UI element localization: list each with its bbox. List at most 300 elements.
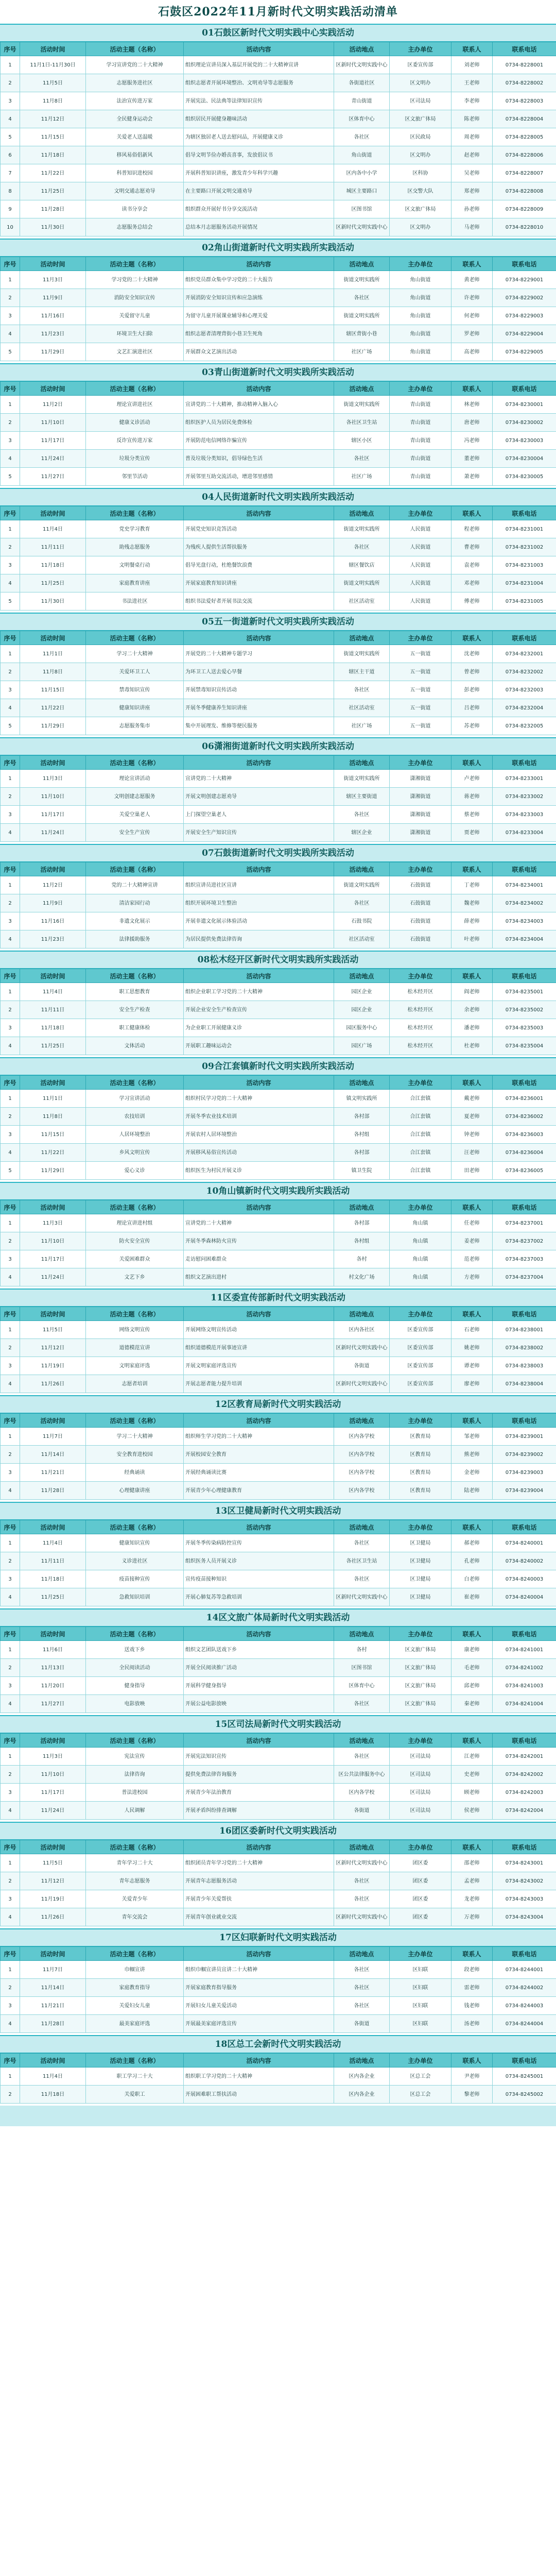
contact-phone: 0734-8234001 bbox=[493, 876, 556, 894]
column-header: 活动主题（名称） bbox=[86, 631, 184, 645]
contact-phone: 0734-8228009 bbox=[493, 200, 556, 218]
contact-phone: 0734-8236005 bbox=[493, 1162, 556, 1180]
table-row bbox=[1, 1641, 556, 1659]
host-unit: 人民街道 bbox=[390, 538, 451, 556]
row-number: 3 bbox=[1, 1250, 20, 1268]
row-number: 1 bbox=[1, 271, 20, 289]
host-unit: 区文旅广体局 bbox=[390, 1659, 451, 1677]
host-unit: 人民街道 bbox=[390, 592, 451, 611]
contact-phone: 0734-8235002 bbox=[493, 1001, 556, 1019]
section-10 bbox=[0, 1182, 556, 1286]
column-header: 联系人 bbox=[451, 969, 493, 983]
activity-time: 11月16日 bbox=[20, 307, 86, 325]
activity-theme: 家庭教育讲座 bbox=[86, 574, 184, 592]
row-number: 3 bbox=[1, 1890, 20, 1908]
activity-time: 11月22日 bbox=[20, 164, 86, 182]
section-title: 09合江套镇新时代文明实践所实践活动 bbox=[0, 1057, 556, 1075]
host-unit: 合江套镇 bbox=[390, 1144, 451, 1162]
activity-theme: 疫苗接种宣传 bbox=[86, 1570, 184, 1588]
activity-theme: 经典诵读 bbox=[86, 1464, 184, 1482]
contact-person: 田老师 bbox=[451, 1162, 493, 1180]
contact-phone: 0734-8235003 bbox=[493, 1019, 556, 1037]
host-unit: 石鼓街道 bbox=[390, 930, 451, 948]
column-header: 活动地点 bbox=[334, 2054, 390, 2067]
section-5 bbox=[0, 613, 556, 735]
host-unit: 石鼓街道 bbox=[390, 876, 451, 894]
activity-theme: 邻里节活动 bbox=[86, 468, 184, 486]
contact-person: 钟老师 bbox=[451, 1126, 493, 1144]
activity-time: 11月1日 bbox=[20, 1090, 86, 1108]
activity-content: 开展企业安全生产检查宣传 bbox=[184, 1001, 334, 1019]
activity-place: 城区主要路口 bbox=[334, 182, 390, 200]
contact-person: 高老师 bbox=[451, 343, 493, 361]
activity-place: 区图书馆 bbox=[334, 200, 390, 218]
activity-place: 辖区小区 bbox=[334, 432, 390, 450]
host-unit: 五一街道 bbox=[390, 645, 451, 663]
contact-phone: 0734-8234002 bbox=[493, 894, 556, 912]
column-header: 主办单位 bbox=[390, 1200, 451, 1214]
row-number: 3 bbox=[1, 1464, 20, 1482]
contact-person: 冯老师 bbox=[451, 432, 493, 450]
activity-table bbox=[0, 969, 556, 1055]
activity-place: 区体育中心 bbox=[334, 1677, 390, 1695]
activity-time: 11月25日 bbox=[20, 1588, 86, 1606]
column-header: 活动时间 bbox=[20, 1520, 86, 1534]
activity-content: 组织医务人员开展义诊 bbox=[184, 1552, 334, 1570]
contact-phone: 0734-8229005 bbox=[493, 343, 556, 361]
column-header: 活动时间 bbox=[20, 1627, 86, 1641]
activity-theme: 学习二十大精神 bbox=[86, 1428, 184, 1446]
column-header: 活动地点 bbox=[334, 382, 390, 396]
contact-person: 雷老师 bbox=[451, 1979, 493, 1997]
activity-content: 组织道德模范开展事迹宣讲 bbox=[184, 1339, 334, 1357]
table-row bbox=[1, 2067, 556, 2086]
contact-person: 阎老师 bbox=[451, 983, 493, 1001]
activity-time: 11月7日 bbox=[20, 1961, 86, 1979]
column-header: 活动时间 bbox=[20, 862, 86, 876]
activity-time: 11月4日 bbox=[20, 2067, 86, 2086]
activity-theme: 志愿服务进社区 bbox=[86, 74, 184, 92]
activity-theme: 消防安全知识宣传 bbox=[86, 289, 184, 307]
column-header: 联系电话 bbox=[493, 1200, 556, 1214]
activity-place: 区公共法律服务中心 bbox=[334, 1766, 390, 1784]
activity-time: 11月29日 bbox=[20, 1162, 86, 1180]
column-header: 主办单位 bbox=[390, 2054, 451, 2067]
table-row bbox=[1, 432, 556, 450]
host-unit: 区委宣传部 bbox=[390, 1321, 451, 1339]
activity-time: 11月3日 bbox=[20, 1214, 86, 1232]
row-number: 3 bbox=[1, 1997, 20, 2015]
column-header: 活动主题（名称） bbox=[86, 1947, 184, 1961]
activity-theme: 法律援助服务 bbox=[86, 930, 184, 948]
activity-theme: 农技培训 bbox=[86, 1108, 184, 1126]
column-header: 活动主题（名称） bbox=[86, 756, 184, 770]
contact-phone: 0734-8237004 bbox=[493, 1268, 556, 1286]
activity-content: 组织企业职工学习党的二十大精神 bbox=[184, 983, 334, 1001]
host-unit: 区司法局 bbox=[390, 1784, 451, 1802]
host-unit: 五一街道 bbox=[390, 681, 451, 699]
host-unit: 区民政局 bbox=[390, 128, 451, 146]
table-row bbox=[1, 146, 556, 164]
row-number: 1 bbox=[1, 876, 20, 894]
contact-person: 王老师 bbox=[451, 74, 493, 92]
host-unit: 区委宣传部 bbox=[390, 1375, 451, 1393]
row-number: 2 bbox=[1, 1446, 20, 1464]
column-header: 主办单位 bbox=[390, 631, 451, 645]
activity-place: 区内各中小学 bbox=[334, 164, 390, 182]
section-title: 16团区委新时代文明实践活动 bbox=[0, 1822, 556, 1840]
host-unit: 五一街道 bbox=[390, 663, 451, 681]
activity-place: 街道文明实践所 bbox=[334, 574, 390, 592]
table-header-row bbox=[1, 1076, 556, 1090]
column-header: 序号 bbox=[1, 1520, 20, 1534]
host-unit: 区教育局 bbox=[390, 1482, 451, 1500]
row-number: 1 bbox=[1, 770, 20, 788]
table-row bbox=[1, 1997, 556, 2015]
column-header: 活动时间 bbox=[20, 1414, 86, 1428]
column-header: 序号 bbox=[1, 756, 20, 770]
table-row bbox=[1, 663, 556, 681]
contact-phone: 0734-8229001 bbox=[493, 271, 556, 289]
contact-phone: 0734-8241002 bbox=[493, 1659, 556, 1677]
activity-time: 11月22日 bbox=[20, 699, 86, 717]
activity-theme: 全民阅读活动 bbox=[86, 1659, 184, 1677]
activity-time: 11月12日 bbox=[20, 1872, 86, 1890]
contact-phone: 0734-8236001 bbox=[493, 1090, 556, 1108]
activity-place: 街道文明实践所 bbox=[334, 645, 390, 663]
activity-place: 社区活动室 bbox=[334, 699, 390, 717]
column-header: 活动地点 bbox=[334, 257, 390, 271]
section-title: 10角山镇新时代文明实践所实践活动 bbox=[0, 1182, 556, 1200]
host-unit: 区文旅广体局 bbox=[390, 110, 451, 128]
activity-time: 11月25日 bbox=[20, 182, 86, 200]
column-header: 活动时间 bbox=[20, 1307, 86, 1321]
activity-place: 各街道社区 bbox=[334, 74, 390, 92]
column-header: 活动内容 bbox=[184, 382, 334, 396]
table-row bbox=[1, 1268, 556, 1286]
contact-phone: 0734-8230005 bbox=[493, 468, 556, 486]
host-unit: 青山街道 bbox=[390, 468, 451, 486]
activity-time: 11月10日 bbox=[20, 1232, 86, 1250]
column-header: 序号 bbox=[1, 257, 20, 271]
column-header: 主办单位 bbox=[390, 862, 451, 876]
contact-person: 萧老师 bbox=[451, 468, 493, 486]
activity-content: 走访慰问困难群众 bbox=[184, 1250, 334, 1268]
row-number: 2 bbox=[1, 1232, 20, 1250]
table-row bbox=[1, 200, 556, 218]
column-header: 联系电话 bbox=[493, 862, 556, 876]
activity-time: 11月7日 bbox=[20, 1428, 86, 1446]
column-header: 序号 bbox=[1, 631, 20, 645]
activity-content: 开展青年创业就业交流 bbox=[184, 1908, 334, 1926]
activity-place: 各社区 bbox=[334, 1979, 390, 1997]
column-header: 序号 bbox=[1, 862, 20, 876]
activity-time: 11月23日 bbox=[20, 930, 86, 948]
contact-person: 石老师 bbox=[451, 1321, 493, 1339]
activity-time: 11月3日 bbox=[20, 770, 86, 788]
host-unit: 青山街道 bbox=[390, 396, 451, 414]
contact-phone: 0734-8240004 bbox=[493, 1588, 556, 1606]
activity-time: 11月15日 bbox=[20, 1126, 86, 1144]
row-number: 4 bbox=[1, 930, 20, 948]
column-header: 活动内容 bbox=[184, 1414, 334, 1428]
activity-place: 各村部 bbox=[334, 1144, 390, 1162]
activity-theme: 送戏下乡 bbox=[86, 1641, 184, 1659]
activity-theme: 安全教育进校园 bbox=[86, 1446, 184, 1464]
table-row bbox=[1, 450, 556, 468]
activity-place: 街道文明实践所 bbox=[334, 770, 390, 788]
contact-person: 孔老师 bbox=[451, 1552, 493, 1570]
activity-time: 11月10日 bbox=[20, 788, 86, 806]
table-row bbox=[1, 717, 556, 735]
host-unit: 角山街道 bbox=[390, 271, 451, 289]
column-header: 活动地点 bbox=[334, 862, 390, 876]
activity-place: 园区企业 bbox=[334, 983, 390, 1001]
host-unit: 人民街道 bbox=[390, 574, 451, 592]
contact-phone: 0734-8231002 bbox=[493, 538, 556, 556]
section-11 bbox=[0, 1289, 556, 1393]
activity-theme: 学习二十大精神 bbox=[86, 645, 184, 663]
row-number: 2 bbox=[1, 538, 20, 556]
contact-person: 邹老师 bbox=[451, 1428, 493, 1446]
contact-phone: 0734-8229004 bbox=[493, 325, 556, 343]
table-row bbox=[1, 520, 556, 538]
contact-person: 方老师 bbox=[451, 1268, 493, 1286]
row-number: 2 bbox=[1, 2086, 20, 2104]
activity-place: 青山街道 bbox=[334, 92, 390, 110]
row-number: 1 bbox=[1, 1090, 20, 1108]
column-header: 活动地点 bbox=[334, 1414, 390, 1428]
table-header-row bbox=[1, 756, 556, 770]
host-unit: 合江套镇 bbox=[390, 1162, 451, 1180]
activity-theme: 学习党的二十大精神 bbox=[86, 271, 184, 289]
activity-theme: 志愿服务集市 bbox=[86, 717, 184, 735]
activity-theme: 健康义诊活动 bbox=[86, 414, 184, 432]
column-header: 活动内容 bbox=[184, 257, 334, 271]
activity-content: 组织团员青年学习党的二十大精神 bbox=[184, 1854, 334, 1872]
host-unit: 团区委 bbox=[390, 1908, 451, 1926]
contact-person: 康老师 bbox=[451, 1641, 493, 1659]
contact-person: 许老师 bbox=[451, 289, 493, 307]
host-unit: 潇湘街道 bbox=[390, 788, 451, 806]
activity-place: 区内各企业 bbox=[334, 2086, 390, 2104]
contact-phone: 0734-8234004 bbox=[493, 930, 556, 948]
row-number: 3 bbox=[1, 1357, 20, 1375]
host-unit: 区总工会 bbox=[390, 2067, 451, 2086]
activity-theme: 关爱困难群众 bbox=[86, 1250, 184, 1268]
host-unit: 区委宣传部 bbox=[390, 1357, 451, 1375]
activity-content: 开展家庭教育知识讲座 bbox=[184, 574, 334, 592]
table-row bbox=[1, 894, 556, 912]
column-header: 活动时间 bbox=[20, 257, 86, 271]
column-header: 序号 bbox=[1, 1734, 20, 1748]
table-row bbox=[1, 1890, 556, 1908]
column-header: 联系电话 bbox=[493, 257, 556, 271]
contact-person: 何老师 bbox=[451, 307, 493, 325]
activity-theme: 最美家庭评选 bbox=[86, 2015, 184, 2033]
contact-phone: 0734-8233003 bbox=[493, 806, 556, 824]
activity-table bbox=[0, 1626, 556, 1713]
host-unit: 角山街道 bbox=[390, 325, 451, 343]
activity-time: 11月23日 bbox=[20, 325, 86, 343]
table-row bbox=[1, 788, 556, 806]
activity-time: 11月4日 bbox=[20, 520, 86, 538]
activity-content: 组织书法爱好者开展书法交流 bbox=[184, 592, 334, 611]
column-header: 活动地点 bbox=[334, 1307, 390, 1321]
column-header: 活动内容 bbox=[184, 1307, 334, 1321]
activity-place: 社区活动室 bbox=[334, 592, 390, 611]
activity-place: 各村 bbox=[334, 1250, 390, 1268]
column-header: 联系人 bbox=[451, 257, 493, 271]
activity-content: 开展宪法、民法典等法律知识宣传 bbox=[184, 92, 334, 110]
activity-place: 街道文明实践所 bbox=[334, 307, 390, 325]
activity-time: 11月1日 bbox=[20, 645, 86, 663]
activity-content: 为环卫工人送去爱心早餐 bbox=[184, 663, 334, 681]
activity-place: 各社区 bbox=[334, 1997, 390, 2015]
section-title: 02角山街道新时代文明实践所实践活动 bbox=[0, 239, 556, 257]
section-title: 18区总工会新时代文明实践活动 bbox=[0, 2035, 556, 2053]
row-number: 5 bbox=[1, 343, 20, 361]
column-header: 活动内容 bbox=[184, 969, 334, 983]
host-unit: 角山镇 bbox=[390, 1250, 451, 1268]
row-number: 4 bbox=[1, 110, 20, 128]
contact-person: 傅老师 bbox=[451, 592, 493, 611]
activity-place: 街道文明实践所 bbox=[334, 396, 390, 414]
activity-table bbox=[0, 1733, 556, 1820]
section-title: 04人民街道新时代文明实践所实践活动 bbox=[0, 488, 556, 506]
table-row bbox=[1, 1464, 556, 1482]
activity-time: 11月9日 bbox=[20, 289, 86, 307]
activity-time: 11月11日 bbox=[20, 538, 86, 556]
row-number: 3 bbox=[1, 912, 20, 930]
activity-time: 11月28日 bbox=[20, 1482, 86, 1500]
activity-place: 辖区餐饮店 bbox=[334, 556, 390, 574]
column-header: 活动主题（名称） bbox=[86, 862, 184, 876]
activity-content: 组织宣讲员进社区宣讲 bbox=[184, 876, 334, 894]
activity-content: 开展青少年心理健康教育 bbox=[184, 1482, 334, 1500]
activity-place: 区内各学校 bbox=[334, 1428, 390, 1446]
activity-time: 11月11日 bbox=[20, 1001, 86, 1019]
activity-theme: 文明交通志愿劝导 bbox=[86, 182, 184, 200]
row-number: 2 bbox=[1, 1108, 20, 1126]
row-number: 2 bbox=[1, 1659, 20, 1677]
host-unit: 区总工会 bbox=[390, 2086, 451, 2104]
activity-theme: 文体活动 bbox=[86, 1037, 184, 1055]
activity-content: 开展全民阅读推广活动 bbox=[184, 1659, 334, 1677]
activity-theme: 关爱职工 bbox=[86, 2086, 184, 2104]
contact-phone: 0734-8238003 bbox=[493, 1357, 556, 1375]
table-row bbox=[1, 1375, 556, 1393]
activity-time: 11月3日 bbox=[20, 271, 86, 289]
column-header: 序号 bbox=[1, 382, 20, 396]
contact-person: 吕老师 bbox=[451, 699, 493, 717]
activity-content: 开展志愿者能力提升培训 bbox=[184, 1375, 334, 1393]
section-title: 12区教育局新时代文明实践活动 bbox=[0, 1395, 556, 1413]
column-header: 活动内容 bbox=[184, 631, 334, 645]
activity-content: 开展移风易俗宣传活动 bbox=[184, 1144, 334, 1162]
contact-phone: 0734-8234003 bbox=[493, 912, 556, 930]
activity-content: 开展校园安全教育 bbox=[184, 1446, 334, 1464]
contact-person: 侯老师 bbox=[451, 1802, 493, 1820]
column-header: 活动主题（名称） bbox=[86, 1076, 184, 1090]
activity-time: 11月5日 bbox=[20, 1854, 86, 1872]
contact-person: 彭老师 bbox=[451, 681, 493, 699]
contact-phone: 0734-8228008 bbox=[493, 182, 556, 200]
activity-content: 在主要路口开展文明交通劝导 bbox=[184, 182, 334, 200]
contact-person: 赵老师 bbox=[451, 146, 493, 164]
contact-phone: 0734-8232005 bbox=[493, 717, 556, 735]
table-header-row bbox=[1, 506, 556, 520]
table-header-row bbox=[1, 382, 556, 396]
contact-phone: 0734-8243001 bbox=[493, 1854, 556, 1872]
row-number: 1 bbox=[1, 1961, 20, 1979]
activity-theme: 人居环境整治 bbox=[86, 1126, 184, 1144]
activity-theme: 党史学习教育 bbox=[86, 520, 184, 538]
activity-content: 开展党的二十大精神专题学习 bbox=[184, 645, 334, 663]
activity-time: 11月5日 bbox=[20, 74, 86, 92]
column-header: 活动地点 bbox=[334, 1840, 390, 1854]
host-unit: 人民街道 bbox=[390, 556, 451, 574]
activity-time: 11月29日 bbox=[20, 343, 86, 361]
row-number: 2 bbox=[1, 1001, 20, 1019]
host-unit: 青山街道 bbox=[390, 450, 451, 468]
activity-theme: 法律咨询 bbox=[86, 1766, 184, 1784]
row-number: 3 bbox=[1, 1677, 20, 1695]
activity-time: 11月24日 bbox=[20, 824, 86, 842]
column-header: 联系人 bbox=[451, 2054, 493, 2067]
activity-time: 11月16日 bbox=[20, 912, 86, 930]
contact-person: 汤老师 bbox=[451, 2015, 493, 2033]
activity-theme: 移风易俗倡新风 bbox=[86, 146, 184, 164]
table-row bbox=[1, 1126, 556, 1144]
column-header: 活动时间 bbox=[20, 1840, 86, 1854]
contact-person: 余老师 bbox=[451, 1001, 493, 1019]
row-number: 5 bbox=[1, 1162, 20, 1180]
activity-theme: 理论宣讲活动 bbox=[86, 770, 184, 788]
activity-content: 总结本月志愿服务活动开展情况 bbox=[184, 218, 334, 236]
section-7 bbox=[0, 844, 556, 948]
row-number: 4 bbox=[1, 1037, 20, 1055]
activity-theme: 道德模范宣讲 bbox=[86, 1339, 184, 1357]
activity-content: 组织医护人员为居民免费体检 bbox=[184, 414, 334, 432]
contact-phone: 0734-8236002 bbox=[493, 1108, 556, 1126]
activity-place: 石鼓书院 bbox=[334, 912, 390, 930]
activity-theme: 文艺汇演进社区 bbox=[86, 343, 184, 361]
contact-phone: 0734-8228002 bbox=[493, 74, 556, 92]
contact-phone: 0734-8232004 bbox=[493, 699, 556, 717]
activity-theme: 乡风文明宣传 bbox=[86, 1144, 184, 1162]
contact-person: 罗老师 bbox=[451, 325, 493, 343]
activity-place: 区内各学校 bbox=[334, 1446, 390, 1464]
column-header: 活动内容 bbox=[184, 1734, 334, 1748]
activity-content: 为留守儿童开展课业辅导和心理关爱 bbox=[184, 307, 334, 325]
column-header: 联系电话 bbox=[493, 631, 556, 645]
activity-theme: 防火安全宣传 bbox=[86, 1232, 184, 1250]
activity-place: 各社区 bbox=[334, 538, 390, 556]
contact-person: 叶老师 bbox=[451, 930, 493, 948]
activity-place: 园区企业 bbox=[334, 1001, 390, 1019]
contact-person: 丁老师 bbox=[451, 876, 493, 894]
section-1 bbox=[0, 24, 556, 236]
contact-person: 谭老师 bbox=[451, 1357, 493, 1375]
contact-person: 龙老师 bbox=[451, 1890, 493, 1908]
activity-place: 园区服务中心 bbox=[334, 1019, 390, 1037]
activity-theme: 职工学习二十大 bbox=[86, 2067, 184, 2086]
activity-theme: 关爱留守儿童 bbox=[86, 307, 184, 325]
contact-person: 杜老师 bbox=[451, 1037, 493, 1055]
host-unit: 合江套镇 bbox=[390, 1090, 451, 1108]
table-row bbox=[1, 1766, 556, 1784]
